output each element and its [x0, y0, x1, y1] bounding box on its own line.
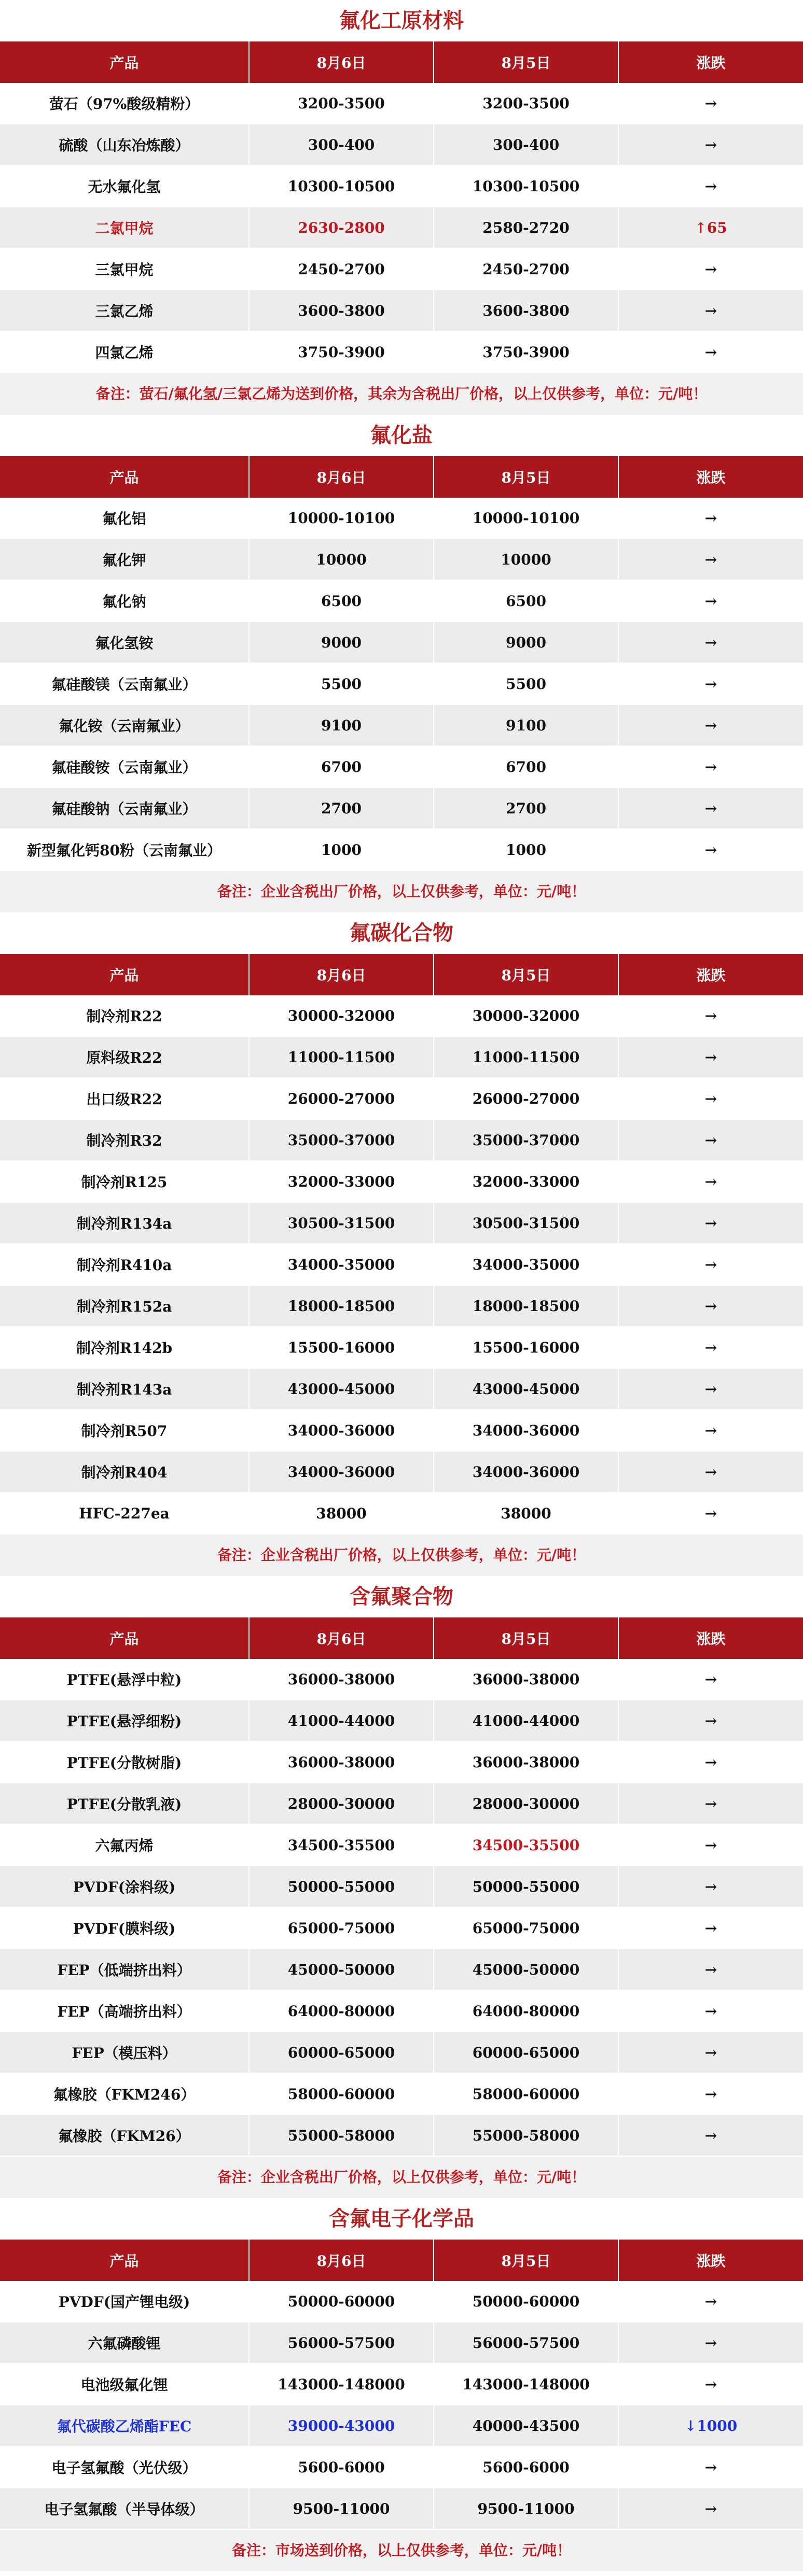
price-change: →: [618, 2032, 803, 2073]
price-change: →: [618, 787, 803, 829]
price-date-1: 28000-30000: [249, 1783, 434, 1824]
column-header-date-1: 8月6日: [249, 41, 434, 83]
price-date-2: 34500-35500: [434, 1824, 618, 1866]
price-date-1: 32000-33000: [249, 1161, 434, 1202]
product-name: 氟化氢铵: [0, 622, 249, 663]
price-table: [0, 41, 803, 373]
price-date-1: 50000-55000: [249, 1866, 434, 1907]
product-name: 制冷剂R134a: [0, 1202, 249, 1244]
price-change: →: [618, 290, 803, 331]
price-date-1: 15500-16000: [249, 1327, 434, 1368]
price-date-1: 143000-148000: [249, 2363, 434, 2405]
table-header-row: [0, 2240, 803, 2281]
table-row: [0, 787, 803, 829]
price-date-1: 30500-31500: [249, 1202, 434, 1244]
price-change: →: [618, 1036, 803, 1078]
price-date-2: 9100: [434, 705, 618, 746]
price-table: [0, 1617, 803, 2157]
table-row: [0, 1119, 803, 1161]
price-date-1: 34000-36000: [249, 1410, 434, 1451]
product-name: 制冷剂R152a: [0, 1285, 249, 1327]
price-date-2: 36000-38000: [434, 1659, 618, 1700]
table-row: [0, 248, 803, 290]
price-date-2: 64000-80000: [434, 1990, 618, 2032]
column-header-change: 涨跌: [618, 456, 803, 498]
table-row: [0, 622, 803, 663]
product-name: 氟化铵（云南氟业）: [0, 705, 249, 746]
table-row: [0, 1368, 803, 1410]
product-name: 电子氢氟酸（半导体级）: [0, 2488, 249, 2529]
price-date-1: 3200-3500: [249, 83, 434, 124]
column-header-date-2: 8月5日: [434, 1617, 618, 1659]
product-name: 氟化钾: [0, 539, 249, 580]
price-change: →: [618, 331, 803, 373]
table-header-row: [0, 954, 803, 995]
price-date-1: 11000-11500: [249, 1036, 434, 1078]
price-date-1: 36000-38000: [249, 1741, 434, 1783]
price-date-1: 34000-35000: [249, 1244, 434, 1285]
product-name: 四氯乙烯: [0, 331, 249, 373]
price-date-2: 15500-16000: [434, 1327, 618, 1368]
price-date-2: 9500-11000: [434, 2488, 618, 2529]
section-title: 氟化盐: [0, 415, 803, 456]
product-name: 原料级R22: [0, 1036, 249, 1078]
column-header-date-2: 8月5日: [434, 41, 618, 83]
table-row: [0, 1824, 803, 1866]
product-name: 新型氟化钙80粉（云南氟业）: [0, 829, 249, 870]
table-row: [0, 1451, 803, 1493]
table-header-row: [0, 1617, 803, 1659]
section-fluoro-raw: [0, 0, 803, 415]
price-change: →: [618, 705, 803, 746]
product-name: 制冷剂R22: [0, 995, 249, 1036]
price-date-2: 30500-31500: [434, 1202, 618, 1244]
price-date-2: 58000-60000: [434, 2073, 618, 2115]
table-row: [0, 2073, 803, 2115]
price-date-2: 36000-38000: [434, 1741, 618, 1783]
price-date-1: 35000-37000: [249, 1119, 434, 1161]
price-date-2: 34000-36000: [434, 1451, 618, 1493]
price-date-2: 5600-6000: [434, 2446, 618, 2488]
price-change: →: [618, 1161, 803, 1202]
price-change: →: [618, 663, 803, 705]
price-change: →: [618, 1659, 803, 1700]
table-row: [0, 1244, 803, 1285]
price-date-2: 41000-44000: [434, 1700, 618, 1741]
product-name: 三氯乙烯: [0, 290, 249, 331]
product-name: PVDF(膜料级): [0, 1907, 249, 1949]
product-name: 氟硅酸钠（云南氟业）: [0, 787, 249, 829]
price-date-1: 39000-43000: [249, 2405, 434, 2446]
table-row: [0, 2405, 803, 2446]
price-date-2: 18000-18500: [434, 1285, 618, 1327]
price-date-1: 9500-11000: [249, 2488, 434, 2529]
product-name: 六氟丙烯: [0, 1824, 249, 1866]
price-date-2: 2580-2720: [434, 207, 618, 248]
product-name: 制冷剂R410a: [0, 1244, 249, 1285]
table-row: [0, 207, 803, 248]
price-change: →: [618, 2115, 803, 2156]
price-change: →: [618, 83, 803, 124]
price-change: →: [618, 1078, 803, 1119]
product-name: 氟化铝: [0, 498, 249, 539]
column-header-product: 产品: [0, 456, 249, 498]
product-name: FEP（高端挤出料）: [0, 1990, 249, 2032]
section-fluoropolymers: [0, 1576, 803, 2198]
price-date-1: 38000: [249, 1493, 434, 1534]
price-date-1: 9000: [249, 622, 434, 663]
column-header-date-2: 8月5日: [434, 954, 618, 995]
price-date-2: 38000: [434, 1493, 618, 1534]
price-change: →: [618, 2281, 803, 2322]
price-change: →: [618, 1368, 803, 1410]
table-row: [0, 1700, 803, 1741]
table-row: [0, 1410, 803, 1451]
table-row: [0, 124, 803, 165]
price-date-1: 2450-2700: [249, 248, 434, 290]
price-change: →: [618, 1119, 803, 1161]
price-change: ↓1000: [618, 2405, 803, 2446]
price-change: →: [618, 2363, 803, 2405]
price-change: →: [618, 1285, 803, 1327]
table-row: [0, 331, 803, 373]
product-name: FEP（模压料）: [0, 2032, 249, 2073]
price-date-2: 10300-10500: [434, 165, 618, 207]
table-row: [0, 1866, 803, 1907]
price-change: →: [618, 1244, 803, 1285]
product-name: HFC-227ea: [0, 1493, 249, 1534]
table-row: [0, 1949, 803, 1990]
table-row: [0, 1741, 803, 1783]
price-date-1: 6700: [249, 746, 434, 787]
product-name: 电子氢氟酸（光伏级）: [0, 2446, 249, 2488]
table-row: [0, 539, 803, 580]
section-note: 备注：企业含税出厂价格，以上仅供参考，单位：元/吨！: [0, 871, 803, 912]
column-header-change: 涨跌: [618, 41, 803, 83]
price-change: →: [618, 124, 803, 165]
table-row: [0, 1036, 803, 1078]
table-row: [0, 290, 803, 331]
price-change: →: [618, 622, 803, 663]
price-date-1: 3600-3800: [249, 290, 434, 331]
table-row: [0, 1783, 803, 1824]
price-change: →: [618, 498, 803, 539]
table-row: [0, 580, 803, 622]
price-date-1: 34500-35500: [249, 1824, 434, 1866]
price-date-2: 26000-27000: [434, 1078, 618, 1119]
product-name: 出口级R22: [0, 1078, 249, 1119]
price-change: →: [618, 248, 803, 290]
product-name: 二氯甲烷: [0, 207, 249, 248]
price-date-1: 58000-60000: [249, 2073, 434, 2115]
column-header-change: 涨跌: [618, 954, 803, 995]
product-name: PTFE(悬浮细粉): [0, 1700, 249, 1741]
price-change: →: [618, 2446, 803, 2488]
price-change: →: [618, 1990, 803, 2032]
product-name: FEP（低端挤出料）: [0, 1949, 249, 1990]
price-date-1: 43000-45000: [249, 1368, 434, 1410]
product-name: 硫酸（山东冶炼酸）: [0, 124, 249, 165]
table-row: [0, 2281, 803, 2322]
price-date-1: 6500: [249, 580, 434, 622]
price-date-2: 10000-10100: [434, 498, 618, 539]
column-header-product: 产品: [0, 41, 249, 83]
price-change: →: [618, 1949, 803, 1990]
price-date-2: 2700: [434, 787, 618, 829]
table-row: [0, 2115, 803, 2156]
price-change: ↑65: [618, 207, 803, 248]
column-header-date-2: 8月5日: [434, 456, 618, 498]
price-date-1: 2630-2800: [249, 207, 434, 248]
product-name: 氟硅酸镁（云南氟业）: [0, 663, 249, 705]
product-name: 萤石（97%酸级精粉）: [0, 83, 249, 124]
section-fluoride-salts: [0, 415, 803, 912]
price-date-1: 10000: [249, 539, 434, 580]
table-row: [0, 2032, 803, 2073]
product-name: 三氯甲烷: [0, 248, 249, 290]
table-row: [0, 995, 803, 1036]
price-date-2: 45000-50000: [434, 1949, 618, 1990]
price-date-2: 143000-148000: [434, 2363, 618, 2405]
column-header-date-1: 8月6日: [249, 2240, 434, 2281]
section-title: 氟碳化合物: [0, 912, 803, 954]
column-header-product: 产品: [0, 954, 249, 995]
price-date-1: 1000: [249, 829, 434, 870]
table-row: [0, 165, 803, 207]
price-date-1: 55000-58000: [249, 2115, 434, 2156]
price-change: →: [618, 165, 803, 207]
price-date-1: 34000-36000: [249, 1451, 434, 1493]
price-date-2: 9000: [434, 622, 618, 663]
product-name: 制冷剂R507: [0, 1410, 249, 1451]
price-date-2: 3600-3800: [434, 290, 618, 331]
column-header-change: 涨跌: [618, 2240, 803, 2281]
table-row: [0, 498, 803, 539]
price-change: →: [618, 1824, 803, 1866]
price-change: →: [618, 1493, 803, 1534]
price-date-1: 45000-50000: [249, 1949, 434, 1990]
price-date-2: 5500: [434, 663, 618, 705]
product-name: PTFE(悬浮中粒): [0, 1659, 249, 1700]
product-name: PTFE(分散树脂): [0, 1741, 249, 1783]
price-change: →: [618, 1741, 803, 1783]
column-header-date-2: 8月5日: [434, 2240, 618, 2281]
price-date-2: 43000-45000: [434, 1368, 618, 1410]
column-header-product: 产品: [0, 2240, 249, 2281]
product-name: 制冷剂R404: [0, 1451, 249, 1493]
column-header-product: 产品: [0, 1617, 249, 1659]
price-change: →: [618, 580, 803, 622]
price-change: →: [618, 1451, 803, 1493]
price-change: →: [618, 1410, 803, 1451]
price-change: →: [618, 995, 803, 1036]
price-date-2: 34000-36000: [434, 1410, 618, 1451]
price-date-2: 300-400: [434, 124, 618, 165]
price-date-2: 60000-65000: [434, 2032, 618, 2073]
section-title: 含氟聚合物: [0, 1576, 803, 1617]
table-row: [0, 1493, 803, 1534]
table-row: [0, 1990, 803, 2032]
price-table: [0, 954, 803, 1535]
price-date-1: 5600-6000: [249, 2446, 434, 2488]
section-fluoro-electronic: [0, 2198, 803, 2571]
price-date-1: 41000-44000: [249, 1700, 434, 1741]
price-date-2: 6700: [434, 746, 618, 787]
price-date-2: 2450-2700: [434, 248, 618, 290]
product-name: 氟硅酸铵（云南氟业）: [0, 746, 249, 787]
price-date-2: 3200-3500: [434, 83, 618, 124]
table-header-row: [0, 41, 803, 83]
price-date-2: 32000-33000: [434, 1161, 618, 1202]
product-name: 无水氟化氢: [0, 165, 249, 207]
table-row: [0, 2363, 803, 2405]
section-title: 氟化工原材料: [0, 0, 803, 41]
price-date-2: 55000-58000: [434, 2115, 618, 2156]
product-name: 氟橡胶（FKM26）: [0, 2115, 249, 2156]
product-name: 制冷剂R125: [0, 1161, 249, 1202]
price-date-2: 6500: [434, 580, 618, 622]
table-row: [0, 83, 803, 124]
price-change: →: [618, 2322, 803, 2363]
price-date-1: 64000-80000: [249, 1990, 434, 2032]
price-date-1: 2700: [249, 787, 434, 829]
price-change: →: [618, 1866, 803, 1907]
price-date-1: 300-400: [249, 124, 434, 165]
column-header-date-1: 8月6日: [249, 1617, 434, 1659]
section-note: 备注：企业含税出厂价格，以上仅供参考，单位：元/吨！: [0, 2157, 803, 2198]
product-name: 六氟磷酸锂: [0, 2322, 249, 2363]
price-date-2: 28000-30000: [434, 1783, 618, 1824]
column-header-date-1: 8月6日: [249, 456, 434, 498]
price-date-2: 50000-55000: [434, 1866, 618, 1907]
product-name: 制冷剂R142b: [0, 1327, 249, 1368]
price-change: →: [618, 746, 803, 787]
price-table: [0, 456, 803, 871]
table-header-row: [0, 456, 803, 498]
price-date-1: 36000-38000: [249, 1659, 434, 1700]
column-header-date-1: 8月6日: [249, 954, 434, 995]
product-name: 氟化钠: [0, 580, 249, 622]
section-fluorocarbons: [0, 912, 803, 1576]
price-date-2: 34000-35000: [434, 1244, 618, 1285]
table-row: [0, 1327, 803, 1368]
table-row: [0, 663, 803, 705]
price-date-1: 10000-10100: [249, 498, 434, 539]
product-name: 氟代碳酸乙烯酯FEC: [0, 2405, 249, 2446]
price-date-1: 56000-57500: [249, 2322, 434, 2363]
table-row: [0, 746, 803, 787]
price-date-1: 60000-65000: [249, 2032, 434, 2073]
table-row: [0, 1659, 803, 1700]
table-row: [0, 1202, 803, 1244]
price-date-2: 10000: [434, 539, 618, 580]
price-date-2: 1000: [434, 829, 618, 870]
price-date-2: 40000-43500: [434, 2405, 618, 2446]
price-change: →: [618, 1202, 803, 1244]
price-date-1: 9100: [249, 705, 434, 746]
table-row: [0, 705, 803, 746]
price-change: →: [618, 1907, 803, 1949]
section-note: 备注：市场送到价格，以上仅供参考，单位：元/吨！: [0, 2530, 803, 2571]
table-row: [0, 2488, 803, 2529]
table-row: [0, 1161, 803, 1202]
price-date-2: 50000-60000: [434, 2281, 618, 2322]
table-row: [0, 1285, 803, 1327]
table-row: [0, 1078, 803, 1119]
price-date-1: 50000-60000: [249, 2281, 434, 2322]
price-change: →: [618, 1783, 803, 1824]
section-title: 含氟电子化学品: [0, 2198, 803, 2240]
product-name: PVDF(涂料级): [0, 1866, 249, 1907]
price-change: →: [618, 2488, 803, 2529]
table-row: [0, 2322, 803, 2363]
price-date-2: 30000-32000: [434, 995, 618, 1036]
price-date-1: 3750-3900: [249, 331, 434, 373]
price-change: →: [618, 539, 803, 580]
price-change: →: [618, 2073, 803, 2115]
table-row: [0, 829, 803, 870]
product-name: 制冷剂R32: [0, 1119, 249, 1161]
price-date-2: 35000-37000: [434, 1119, 618, 1161]
product-name: PTFE(分散乳液): [0, 1783, 249, 1824]
price-change: →: [618, 829, 803, 870]
price-date-1: 30000-32000: [249, 995, 434, 1036]
product-name: PVDF(国产锂电级): [0, 2281, 249, 2322]
price-date-1: 65000-75000: [249, 1907, 434, 1949]
price-date-1: 10300-10500: [249, 165, 434, 207]
price-date-2: 56000-57500: [434, 2322, 618, 2363]
price-date-2: 3750-3900: [434, 331, 618, 373]
price-date-1: 5500: [249, 663, 434, 705]
product-name: 电池级氟化锂: [0, 2363, 249, 2405]
price-date-1: 26000-27000: [249, 1078, 434, 1119]
price-date-2: 11000-11500: [434, 1036, 618, 1078]
price-change: →: [618, 1327, 803, 1368]
price-date-1: 18000-18500: [249, 1285, 434, 1327]
product-name: 氟橡胶（FKM246）: [0, 2073, 249, 2115]
section-note: 备注：萤石/氟化氢/三氯乙烯为送到价格，其余为含税出厂价格，以上仅供参考，单位：元/吨！: [0, 373, 803, 415]
product-name: 制冷剂R143a: [0, 1368, 249, 1410]
table-row: [0, 1907, 803, 1949]
price-date-2: 65000-75000: [434, 1907, 618, 1949]
section-note: 备注：企业含税出厂价格，以上仅供参考，单位：元/吨！: [0, 1535, 803, 1576]
table-row: [0, 2446, 803, 2488]
price-table: [0, 2240, 803, 2530]
price-change: →: [618, 1700, 803, 1741]
column-header-change: 涨跌: [618, 1617, 803, 1659]
